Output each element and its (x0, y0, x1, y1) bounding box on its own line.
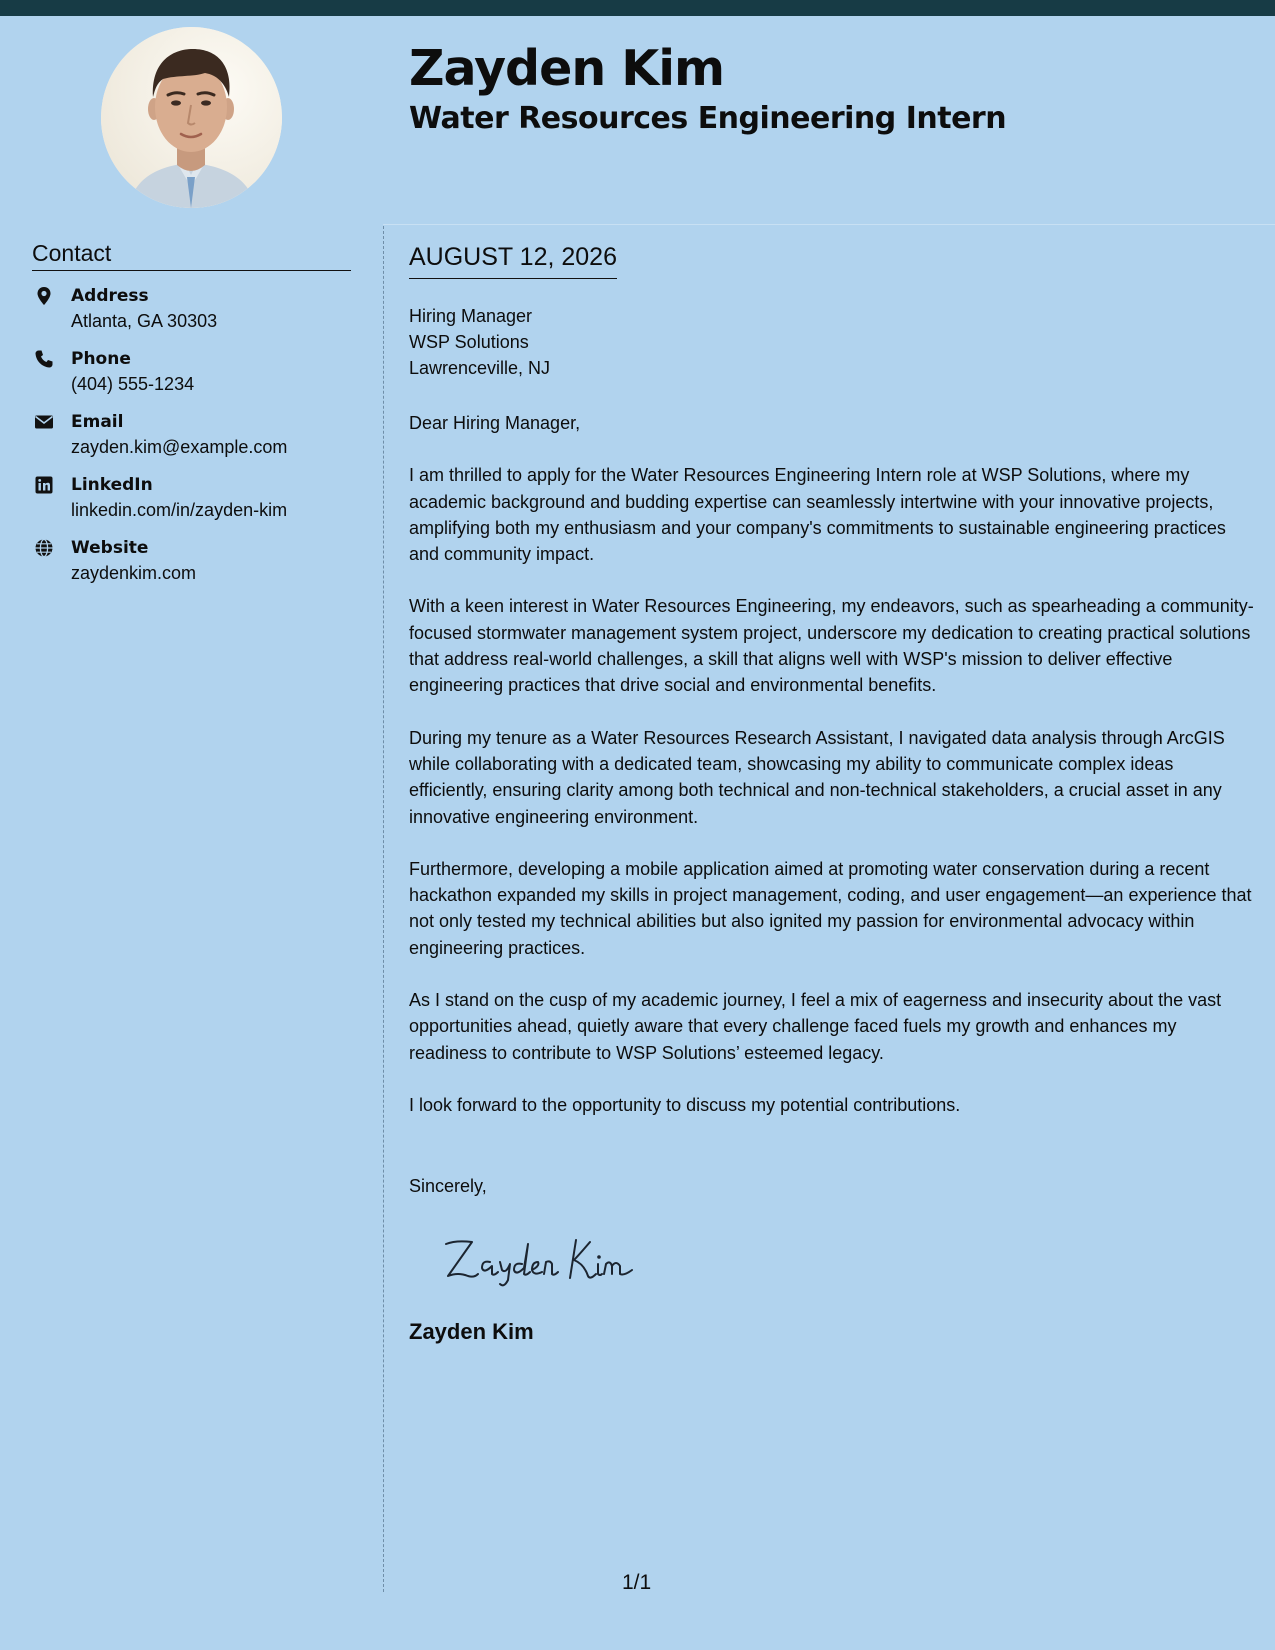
contact-label-website: Website (71, 538, 149, 558)
contact-list (32, 284, 362, 599)
recipient-block (409, 303, 550, 381)
contact-item-address (32, 284, 362, 347)
letter-paragraph: I look forward to the opportunity to discuss my potential contributions. (409, 1094, 961, 1115)
salutation: Dear Hiring Manager, (409, 413, 581, 433)
contact-value-website[interactable]: zaydenkim.com (71, 563, 197, 583)
top-accent-bar (0, 0, 1275, 16)
applicant-name: Zayden Kim (409, 40, 725, 97)
recipient-line: Hiring Manager (409, 306, 533, 326)
avatar (101, 27, 282, 208)
phone-icon (34, 349, 54, 369)
recipient-line: WSP Solutions (409, 332, 529, 352)
handwritten-signature (438, 1230, 658, 1290)
letter-body (409, 410, 1255, 1144)
contact-item-website (32, 536, 362, 599)
letter-paragraph: I am thrilled to apply for the Water Resources Engineering Intern role at WSP Solutions, where my academic background and budding expertise can seamlessly intertwine with your innovative projects, amplifying both my enthusiasm and your company's commitments to sustainable engineering practices and community impact. (409, 465, 1226, 565)
map-pin-icon (34, 286, 54, 306)
contact-label-linkedin: LinkedIn (71, 475, 153, 495)
contact-label-phone: Phone (71, 349, 131, 369)
contact-value-linkedin[interactable]: linkedin.com/in/zayden-kim (71, 500, 288, 520)
globe-icon (34, 538, 54, 558)
letter-paragraph: During my tenure as a Water Resources Research Assistant, I navigated data analysis through ArcGIS while collaborating with a dedicated team, showcasing my ability to communicate complex ideas efficiently, ensuring clarity among both technical and non-technical stakeholders, a crucial asset in any innovative engineering environment. (409, 727, 1225, 827)
header-divider (383, 224, 1275, 225)
letter-paragraph: Furthermore, developing a mobile application aimed at promoting water conservation during a recent hackathon expanded my skills in project management, coding, and user engagement—an experience that not only tested my technical abilities but also ignited my passion for environmental advocacy within engineering practices. (409, 858, 1252, 958)
recipient-line: Lawrenceville, NJ (409, 358, 551, 378)
contact-value-email[interactable]: zayden.kim@example.com (71, 437, 288, 457)
closing: Sincerely, (409, 1176, 487, 1196)
contact-heading: Contact (32, 240, 351, 271)
contact-item-linkedin (32, 473, 362, 536)
letter-paragraph: With a keen interest in Water Resources Engineering, my endeavors, such as spearheading a community-focused stormwater management system project, underscore my dedication to creating practical solutions that address real-world challenges, a skill that aligns well with WSP's mission to deliver effective engineering practices that drive social and environmental benefits. (409, 596, 1254, 696)
contact-value-phone: (404) 555-1234 (71, 374, 195, 394)
contact-value-address: Atlanta, GA 30303 (71, 311, 218, 331)
signer-name: Zayden Kim (409, 1319, 534, 1344)
column-divider (383, 226, 384, 1592)
job-title: Water Resources Engineering Intern (409, 101, 1007, 136)
profile-photo (101, 27, 282, 208)
page-number: 1/1 (622, 1571, 652, 1594)
contact-label-address: Address (71, 286, 149, 306)
envelope-icon (34, 412, 54, 432)
letter-date: AUGUST 12, 2026 (409, 243, 617, 279)
contact-label-email: Email (71, 412, 124, 432)
contact-item-email (32, 410, 362, 473)
linkedin-icon (34, 475, 54, 495)
contact-item-phone (32, 347, 362, 410)
letter-paragraph: As I stand on the cusp of my academic journey, I feel a mix of eagerness and insecurity about the vast opportunities ahead, quietly aware that every challenge faced fuels my growth and enhances my readiness to contribute to WSP Solutions’ esteemed legacy. (409, 990, 1222, 1063)
